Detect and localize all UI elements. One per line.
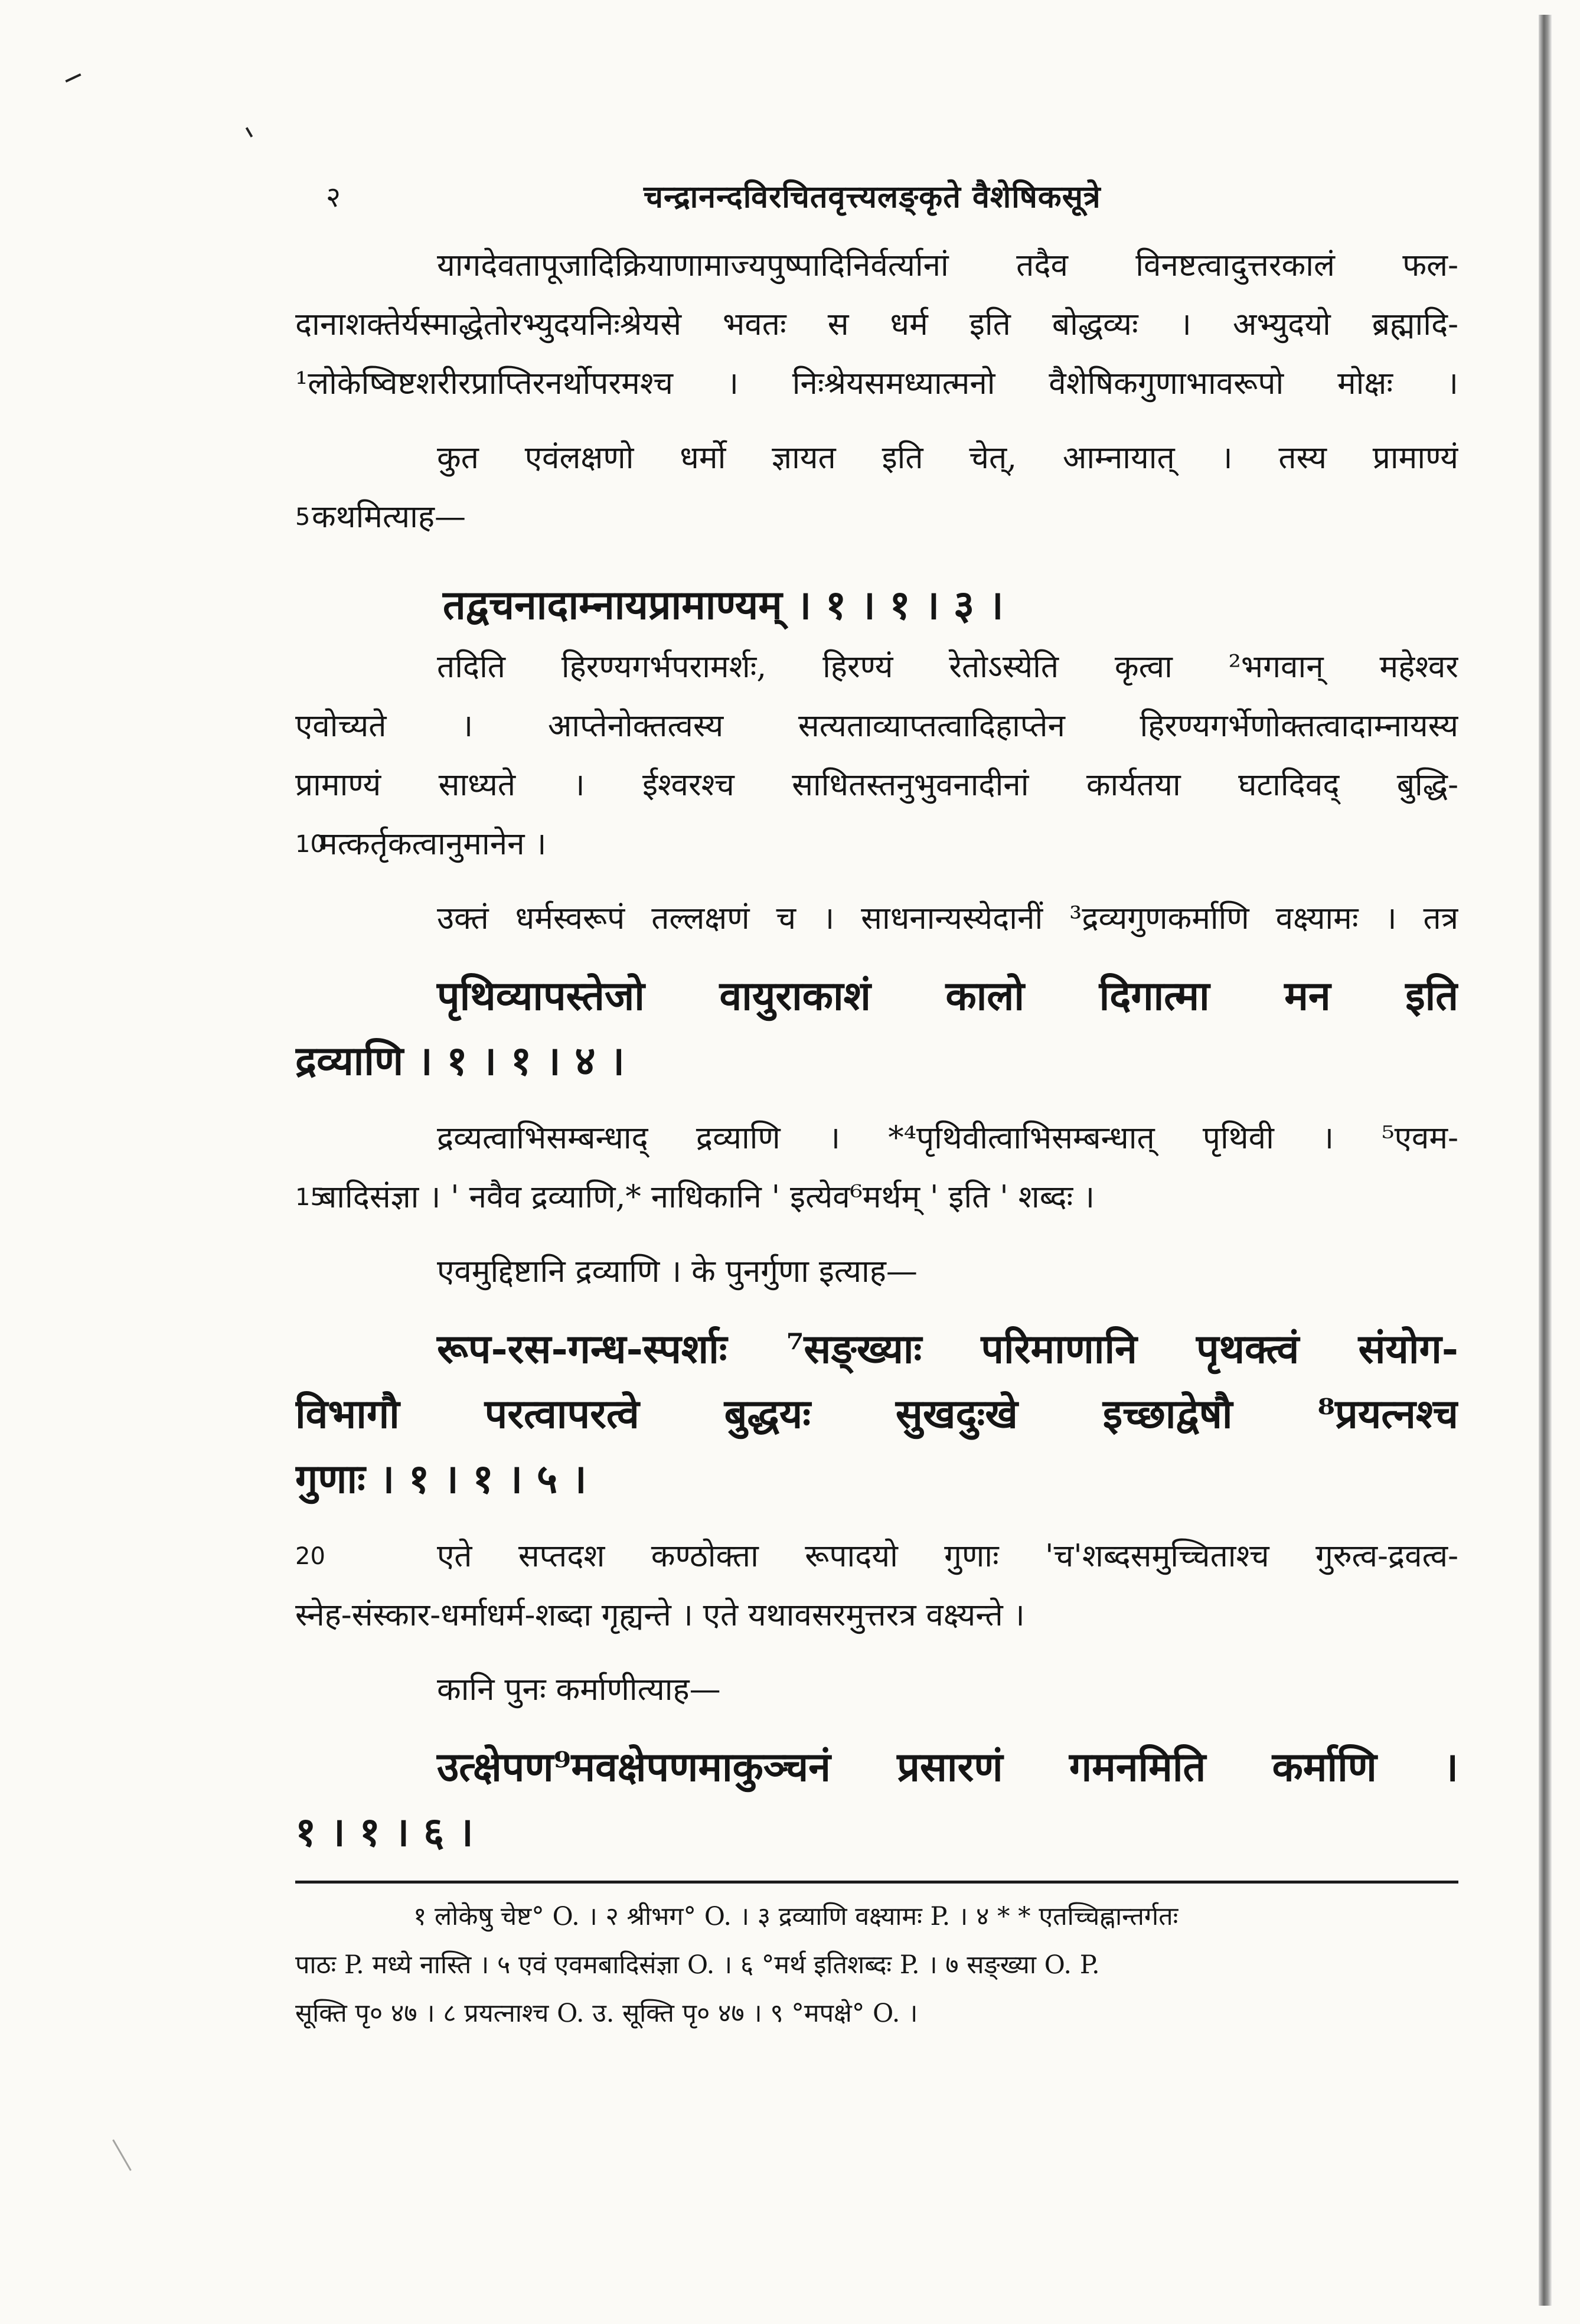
commentary-line: स्नेह-संस्कार-धर्माधर्म-शब्दा गृह्यन्ते । एते यथावसरमुत्तरत्र वक्ष्यन्ते । [295, 1597, 1025, 1633]
commentary-line: ¹लोकेष्विष्टशरीरप्राप्तिरनर्थोपरमश्च । निःश्रेयसमध्यात्मनो वैशेषिकगुणाभावरूपो मोक्षः । [295, 365, 1458, 402]
scan-speck [112, 2139, 132, 2170]
sutra-line: द्रव्याणि । १ । १ । ४ । [295, 1037, 625, 1085]
commentary-line [295, 1527, 1458, 1586]
line-number: 20 [295, 1543, 325, 1570]
footnote-rule [295, 1881, 1458, 1884]
scanned-page-edge [1539, 15, 1552, 2306]
sutra-line: उत्क्षेपण⁹मवक्षेपणमाकुञ्चनं प्रसारणं गमनमिति कर्माणि । [437, 1744, 1458, 1791]
commentary-line: उक्तं धर्मस्वरूपं तल्लक्षणं च । साधनान्यस्येदानीं ³द्रव्यगुणकर्माणि वक्ष्यामः । तत्र [437, 900, 1458, 936]
commentary-line: प्रामाण्यं साध्यते । ईश्वरश्च साधितस्तनुभुवनादीनां कार्यतया घटादिवद् बुद्धि- [295, 767, 1458, 803]
sutra-line: विभागौ परत्वापरत्वे बुद्धयः सुखदुःखे इच्छाद्वेषौ ⁸प्रयत्नश्च [295, 1391, 1458, 1438]
line-text: मत्कर्तृकत्वानुमानेन । [319, 826, 547, 862]
line-text: एते सप्तदश कण्ठोक्ता रूपादयो गुणाः 'च'शब्दसमुच्चिताश्च गुरुत्व-द्रवत्व- [437, 1538, 1458, 1574]
commentary-line: कुत एवंलक्षणो धर्मो ज्ञायत इति चेत्, आम्नायात् । तस्य प्रामाण्यं [437, 440, 1458, 476]
line-number: 10 [295, 831, 325, 858]
commentary-line: एवोच्यते । आप्तेनोक्तत्वस्य सत्यताव्याप्तत्वादिहाप्तेन हिरण्यगर्भेणोक्तत्वादाम्नायस्य [295, 708, 1458, 744]
commentary-line [295, 488, 1458, 547]
sutra-line [295, 573, 1458, 638]
line-text: कथमित्याह— [312, 499, 466, 535]
commentary-line [295, 815, 1458, 874]
footnote-line: सूक्ति पृ० ४७ । ८ प्रयत्नाश्च O. उ. सूक्ति पृ० ४७ । ९ °मपक्षे° O. । [295, 1999, 918, 2028]
page-number: २ [326, 181, 341, 214]
commentary-line [295, 1168, 1458, 1227]
footnote-line: १ लोकेषु चेष्ट° O. । २ श्रीभग° O. । ३ द्रव्याणि वक्ष्यामः P. । ४ * * एतच्चिह्नान्तर्गतः [413, 1902, 1179, 1931]
footnote-line: पाठः P. मध्ये नास्ति । ५ एवं एवमबादिसंज्ञा O. । ६ °मर्थ इतिशब्दः P. । ७ सङ्ख्या O. P. [295, 1950, 1100, 1980]
commentary-line: तदिति हिरण्यगर्भपरामर्शः, हिरण्यं रेतोऽस्येति कृत्वा ²भगवान् महेश्वर [437, 649, 1458, 685]
footnotes [295, 1892, 1458, 2038]
commentary-line: कानि पुनः कर्माणीत्याह— [437, 1672, 721, 1708]
commentary-line: एवमुद्दिष्टानि द्रव्याणि । के पुनर्गुणा इत्याह— [437, 1254, 918, 1290]
commentary-line: यागदेवतापूजादिक्रियाणामाज्यपुष्पादिनिर्वर्त्यानां तदैव विनष्टत्वादुत्तरकालं फल- [437, 247, 1458, 283]
sutra-line: पृथिव्यापस्तेजो वायुराकाशं कालो दिगात्मा मन इति [437, 972, 1458, 1020]
sutra-text: तद्वचनादाम्नायप्रामाण्यम् । १ । १ । ३ । [443, 582, 1004, 629]
sutra-line: रूप-रस-गन्ध-स्पर्शाः ⁷सङ्ख्याः परिमाणानि पृथक्त्वं संयोग- [437, 1326, 1458, 1373]
sutra-line: गुणाः । १ । १ । ५ । [295, 1455, 587, 1503]
scan-speck [65, 73, 81, 82]
sutra-line: १ । १ । ६ । [295, 1809, 474, 1856]
commentary-line: द्रव्यत्वाभिसम्बन्धाद् द्रव्याणि । *⁴पृथिवीत्वाभिसम्बन्धात् पृथिवी । ⁵एवम- [437, 1120, 1458, 1156]
line-text: बादिसंज्ञा । ' नवैव द्रव्याणि,* नाधिकानि ' इत्येव⁶मर्थम् ' इति ' शब्दः । [319, 1179, 1095, 1215]
line-number: 15 [295, 1184, 325, 1211]
scan-speck [246, 127, 253, 138]
page-text [295, 171, 1458, 1865]
running-head [295, 171, 1458, 236]
commentary-line: दानाशक्तेर्यस्माद्धेतोरभ्युदयनिःश्रेयसे भवतः स धर्म इति बोद्धव्यः । अभ्युदयो ब्रह्मादि- [295, 306, 1458, 342]
running-title: चन्द्रानन्दविरचितवृत्त्यलङ्कृते वैशेषिकसूत्रे [644, 179, 1101, 215]
line-number: 5 [295, 504, 311, 531]
